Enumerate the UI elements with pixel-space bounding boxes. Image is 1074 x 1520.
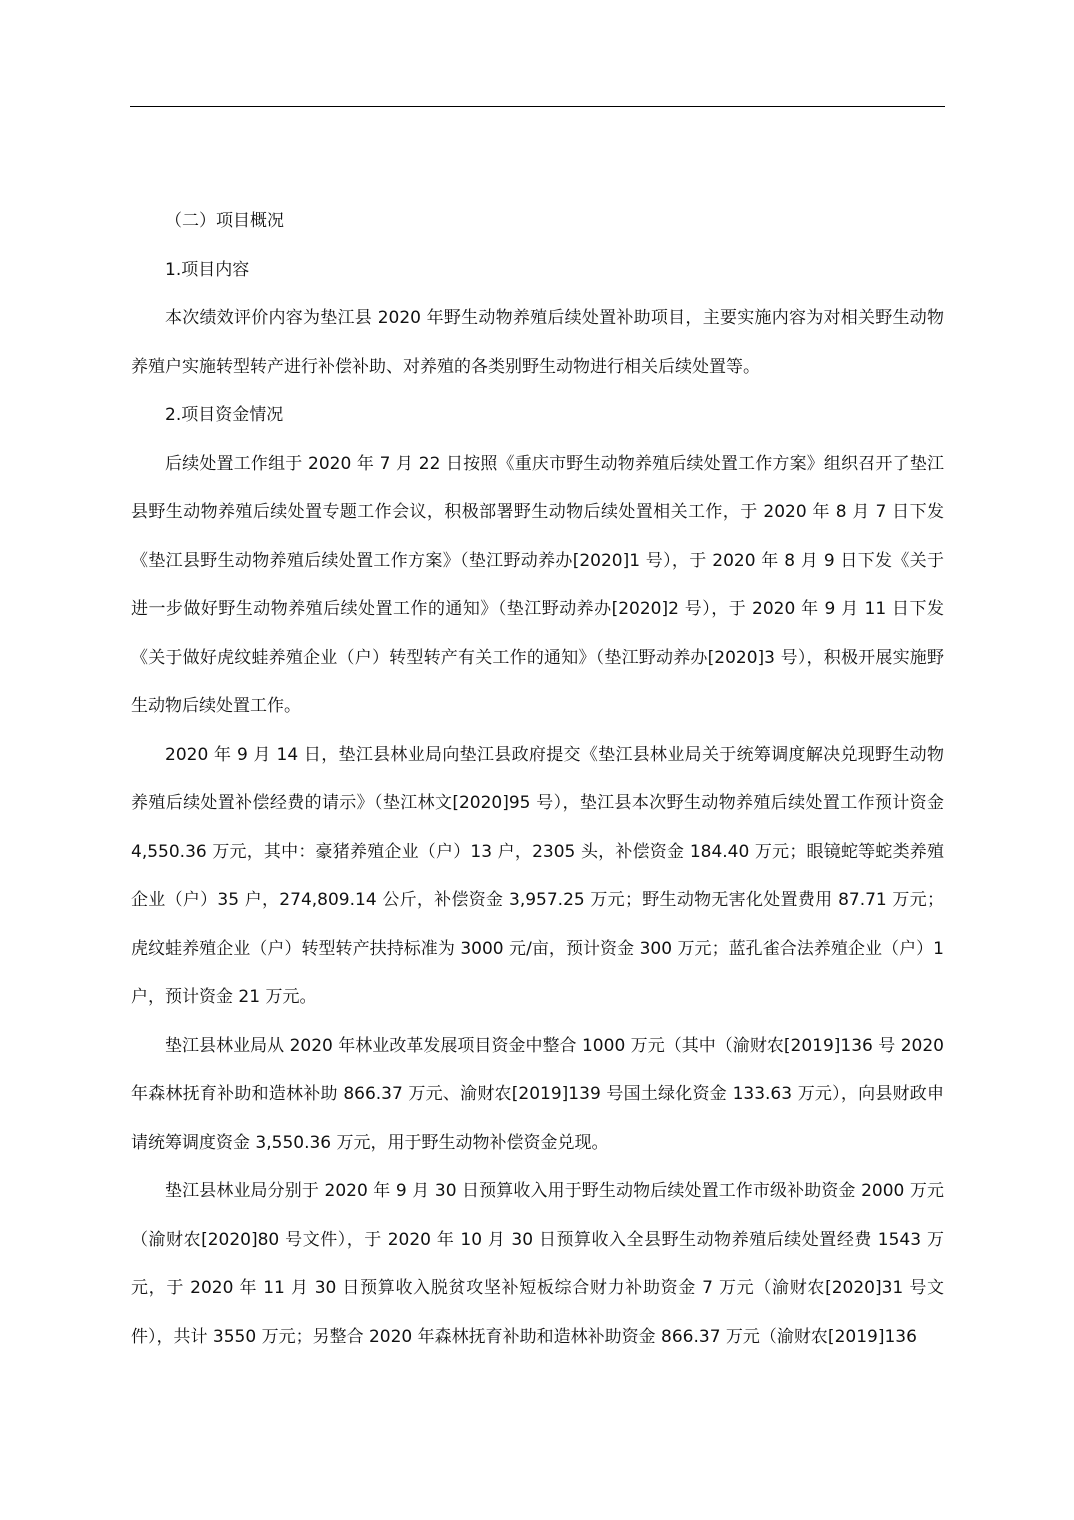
- document-body: [131, 197, 944, 1361]
- section-heading: （二）项目概况: [165, 211, 284, 231]
- paragraph-fund-integration: 垫江县林业局从 2020 年林业改革发展项目资金中整合 1000 万元（其中（渝财农[2019]136 号 2020 年森林抚育补助和造林补助 866.37 万元、渝财农[2019]139 号国土绿化资金 133.63 万元），向县财政申请统筹调度资金 3,550.36 万元，用于野生动物补偿资金兑现。: [131, 1035, 944, 1153]
- paragraph-budget-income: 垫江县林业局分别于 2020 年 9 月 30 日预算收入用于野生动物后续处置工作市级补助资金 2000 万元（渝财农[2020]80 号文件），于 2020 年 10 月 30 日预算收入全县野生动物养殖后续处置经费 1543 万元，于 2020 年 11 月 30 日预算收入脱贫攻坚补短板综合财力补助资金 7 万元（渝财农[2020]31 号文件），共计 3550 万元；另整合 2020 年森林抚育补助和造林补助资金 866.37 万元（渝财农[2019]136: [131, 1181, 944, 1347]
- sub-heading-project-funds: 2.项目资金情况: [165, 405, 284, 425]
- header-rule: [130, 106, 945, 107]
- paragraph-work-arrangement: 后续处置工作组于 2020 年 7 月 22 日按照《重庆市野生动物养殖后续处置工作方案》组织召开了垫江县野生动物养殖后续处置专题工作会议，积极部署野生动物后续处置相关工作，于 2020 年 8 月 7 日下发《垫江县野生动物养殖后续处置工作方案》（垫江野动养办[2020]1 号），于 2020 年 8 月 9 日下发《关于进一步做好野生动物养殖后续处置工作的通知》（垫江野动养办[2020]2 号），于 2020 年 9 月 11 日下发《关于做好虎纹蛙养殖企业（户）转型转产有关工作的通知》（垫江野动养办[2020]3 号），积极开展实施野生动物后续处置工作。: [131, 453, 944, 716]
- sub-heading-project-content: 1.项目内容: [165, 259, 250, 280]
- paragraph-project-content: 本次绩效评价内容为垫江县 2020 年野生动物养殖后续处置补助项目，主要实施内容为对相关野生动物养殖户实施转型转产进行补偿补助、对养殖的各类别野生动物进行相关后续处置等。: [131, 308, 944, 377]
- paragraph-budget-request: 2020 年 9 月 14 日，垫江县林业局向垫江县政府提交《垫江县林业局关于统筹调度解决兑现野生动物养殖后续处置补偿经费的请示》（垫江林文[2020]95 号），垫江县本次野生动物养殖后续处置工作预计资金 4,550.36 万元，其中：豪猪养殖企业（户）13 户，2305 头，补偿资金 184.40 万元；眼镜蛇等蛇类养殖企业（户）35 户，274,809.14 公斤，补偿资金 3,957.25 万元；野生动物无害化处置费用 87.71 万元；虎纹蛙养殖企业（户）转型转产扶持标准为 3000 元/亩，预计资金 300 万元；蓝孔雀合法养殖企业（户）1 户，预计资金 21 万元。: [131, 744, 944, 1007]
